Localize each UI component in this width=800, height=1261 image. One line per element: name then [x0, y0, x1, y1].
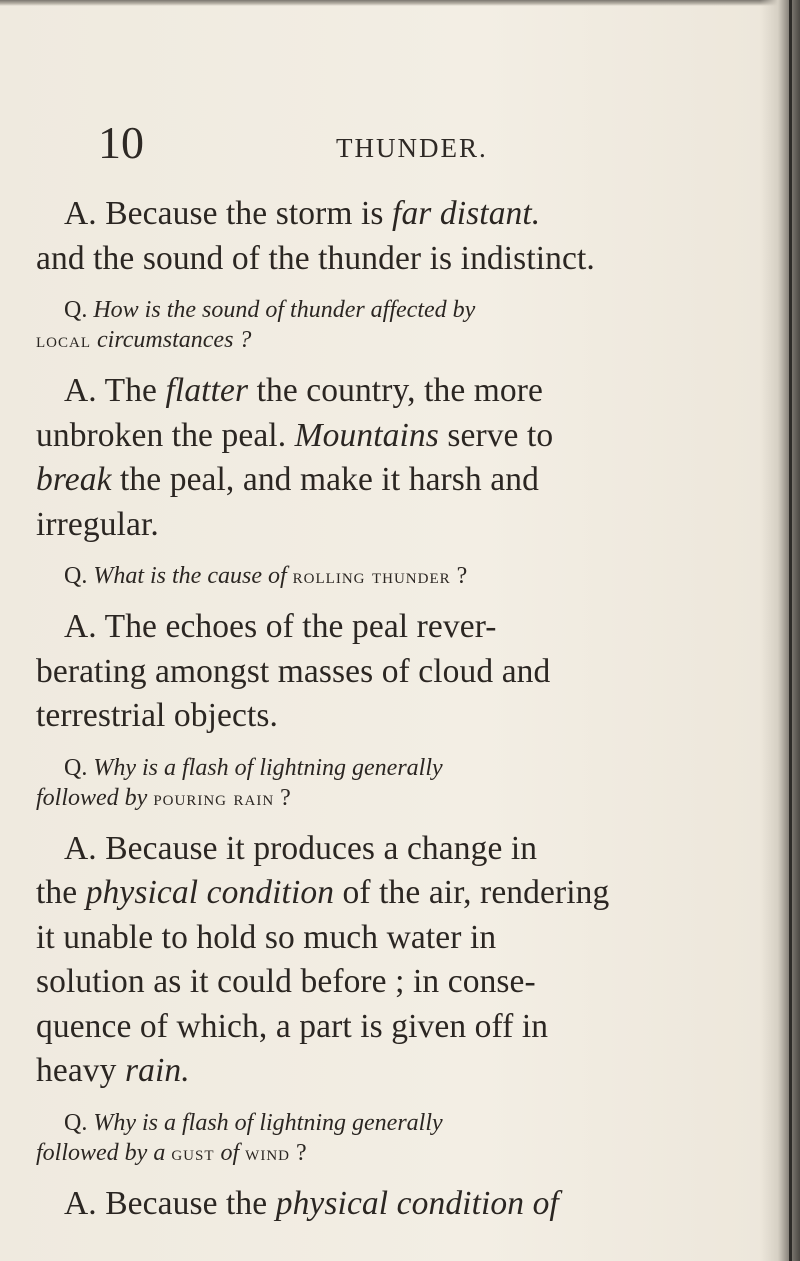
small-caps-text: gust [171, 1139, 215, 1165]
text-line [36, 369, 736, 414]
italic-text: circumstances ? [91, 327, 252, 353]
italic-text: of [214, 1139, 246, 1166]
text-run: solution as it could before ; in conse- [36, 963, 536, 1000]
text-line [36, 414, 736, 459]
italic-text: far distant. [392, 195, 541, 232]
text-run: and the sound of the thunder is indistinct. [36, 239, 595, 277]
text-run: it unable to hold so much water in [36, 918, 497, 956]
page-body [36, 192, 736, 1226]
text-run: Q. [64, 297, 94, 323]
answer-paragraph [36, 605, 736, 739]
answer-paragraph [36, 369, 736, 547]
italic-text: What is the cause of [93, 563, 293, 589]
page-top-edge [0, 0, 800, 6]
text-run: of the air, rendering [334, 874, 610, 911]
italic-text: Why is a flash of lightning generally [93, 754, 443, 781]
text-run: Q. [64, 1109, 94, 1136]
text-line [36, 1182, 736, 1227]
italic-text: followed by a [36, 1139, 172, 1166]
text-run: irregular. [36, 505, 159, 543]
text-line [36, 650, 736, 695]
text-run: the country, the more [248, 372, 544, 409]
answer-paragraph [36, 192, 736, 281]
small-caps-text: rolling thunder [292, 563, 451, 588]
question-paragraph [36, 561, 736, 591]
text-run: ? [274, 784, 291, 811]
running-head: THUNDER. [336, 133, 488, 163]
italic-text: rain. [124, 1052, 190, 1089]
italic-text: Mountains [294, 416, 439, 454]
text-run: A. Because the storm is [64, 195, 393, 232]
book-spine-edge [760, 0, 800, 1261]
text-run: ? [450, 563, 468, 589]
text-line [36, 561, 736, 591]
question-paragraph [36, 1108, 736, 1168]
text-line [36, 827, 736, 872]
italic-text: How is the sound of thunder affected by [93, 297, 476, 323]
text-line [36, 783, 736, 813]
question-paragraph [36, 295, 736, 355]
text-run: Q. [64, 563, 94, 589]
small-caps-text: local [36, 327, 91, 352]
italic-text: flatter [165, 372, 249, 409]
question-paragraph [36, 753, 736, 813]
text-run: the [36, 874, 86, 911]
text-line [36, 753, 736, 783]
text-line [36, 960, 736, 1005]
text-line [36, 916, 736, 961]
text-line [36, 237, 736, 282]
text-line [36, 1049, 736, 1094]
italic-text: followed by [36, 784, 154, 811]
italic-text: physical condition [85, 874, 335, 911]
italic-text: physical condition of [275, 1184, 559, 1222]
text-line [36, 295, 736, 325]
text-line [36, 325, 736, 355]
answer-paragraph [36, 1182, 736, 1227]
small-caps-text: pouring rain [153, 784, 275, 810]
text-run: serve to [438, 416, 554, 454]
text-line [36, 1138, 736, 1168]
answer-paragraph [36, 827, 736, 1094]
text-run: heavy [36, 1052, 125, 1089]
text-run: Q. [64, 754, 94, 781]
text-line [36, 458, 736, 503]
text-run: terrestrial objects. [36, 697, 278, 734]
text-run: A. The [64, 372, 166, 409]
text-run: ? [290, 1139, 307, 1166]
text-run: A. The echoes of the peal rever- [64, 608, 497, 645]
italic-text: Why is a flash of lightning generally [93, 1109, 443, 1136]
text-line [36, 605, 736, 650]
italic-text: break [36, 461, 112, 498]
text-run: unbroken the peal. [36, 416, 295, 454]
text-run: the peal, and make it harsh and [111, 461, 539, 498]
text-run: A. Because it produces a change in [64, 829, 538, 867]
text-line [36, 1108, 736, 1138]
text-line [36, 1005, 736, 1050]
small-caps-text: wind [245, 1139, 290, 1165]
page-number: 10 [98, 117, 144, 168]
text-line [36, 871, 736, 916]
text-run: quence of which, a part is given off in [36, 1007, 549, 1045]
text-run: A. Because the [64, 1184, 276, 1222]
text-line [36, 694, 736, 739]
text-line [36, 503, 736, 548]
text-run: berating amongst masses of cloud and [36, 652, 551, 690]
page-header [98, 118, 748, 178]
text-line [36, 192, 736, 237]
